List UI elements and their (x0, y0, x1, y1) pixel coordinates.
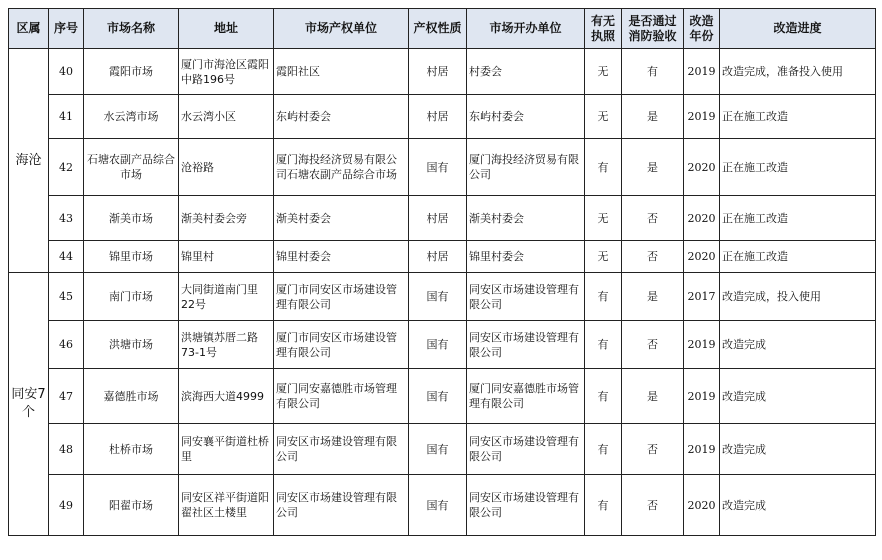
row-name: 水云湾市场 (84, 95, 179, 139)
header-no: 序号 (49, 9, 84, 49)
row-progress: 正在施工改造 (720, 196, 876, 241)
row-no: 48 (49, 424, 84, 475)
row-license: 无 (585, 95, 622, 139)
row-owner: 渐美村委会 (274, 196, 409, 241)
header-row (9, 9, 876, 49)
row-operator: 渐美村委会 (467, 196, 585, 241)
row-operator: 同安区市场建设管理有限公司 (467, 321, 585, 369)
row-fire: 有 (622, 49, 684, 95)
row-operator: 村委会 (467, 49, 585, 95)
row-address: 滨海西大道4999 (179, 369, 274, 424)
table-body (9, 49, 876, 536)
district-cell: 海沧 (9, 49, 49, 273)
table-row (9, 241, 876, 273)
row-nature: 国有 (409, 424, 467, 475)
row-nature: 国有 (409, 369, 467, 424)
row-no: 44 (49, 241, 84, 273)
row-progress: 正在施工改造 (720, 95, 876, 139)
row-no: 41 (49, 95, 84, 139)
row-fire: 是 (622, 369, 684, 424)
row-nature: 国有 (409, 139, 467, 196)
table-row (9, 95, 876, 139)
row-license: 有 (585, 139, 622, 196)
market-table-container (8, 8, 876, 536)
row-address: 水云湾小区 (179, 95, 274, 139)
row-progress: 正在施工改造 (720, 241, 876, 273)
header-license: 有无执照 (585, 9, 622, 49)
row-license: 有 (585, 424, 622, 475)
row-no: 49 (49, 475, 84, 536)
row-name: 霞阳市场 (84, 49, 179, 95)
header-year: 改造年份 (684, 9, 720, 49)
row-operator: 同安区市场建设管理有限公司 (467, 475, 585, 536)
row-address: 洪塘镇苏厝二路73-1号 (179, 321, 274, 369)
row-fire: 是 (622, 273, 684, 321)
row-name: 嘉德胜市场 (84, 369, 179, 424)
table-row (9, 273, 876, 321)
row-address: 渐美村委会旁 (179, 196, 274, 241)
row-year: 2019 (684, 424, 720, 475)
row-name: 锦里市场 (84, 241, 179, 273)
table-row (9, 196, 876, 241)
row-license: 无 (585, 241, 622, 273)
district-cell: 同安7个 (9, 273, 49, 536)
row-fire: 否 (622, 321, 684, 369)
row-year: 2019 (684, 95, 720, 139)
row-name: 南门市场 (84, 273, 179, 321)
row-license: 有 (585, 475, 622, 536)
row-name: 渐美市场 (84, 196, 179, 241)
row-nature: 村居 (409, 49, 467, 95)
row-progress: 改造完成 (720, 475, 876, 536)
header-operator: 市场开办单位 (467, 9, 585, 49)
row-nature: 村居 (409, 95, 467, 139)
row-owner: 东屿村委会 (274, 95, 409, 139)
row-year: 2020 (684, 241, 720, 273)
header-nature: 产权性质 (409, 9, 467, 49)
row-progress: 正在施工改造 (720, 139, 876, 196)
row-fire: 否 (622, 241, 684, 273)
row-no: 43 (49, 196, 84, 241)
row-address: 沧裕路 (179, 139, 274, 196)
row-fire: 是 (622, 139, 684, 196)
row-operator: 同安区市场建设管理有限公司 (467, 273, 585, 321)
row-no: 46 (49, 321, 84, 369)
row-operator: 锦里村委会 (467, 241, 585, 273)
row-year: 2020 (684, 139, 720, 196)
row-year: 2019 (684, 369, 720, 424)
row-nature: 国有 (409, 321, 467, 369)
row-no: 45 (49, 273, 84, 321)
row-owner: 同安区市场建设管理有限公司 (274, 475, 409, 536)
row-year: 2019 (684, 49, 720, 95)
row-fire: 否 (622, 424, 684, 475)
row-progress: 改造完成 (720, 369, 876, 424)
row-progress: 改造完成 (720, 321, 876, 369)
row-address: 厦门市海沧区霞阳中路196号 (179, 49, 274, 95)
row-name: 杜桥市场 (84, 424, 179, 475)
row-no: 40 (49, 49, 84, 95)
row-operator: 厦门同安嘉德胜市场管理有限公司 (467, 369, 585, 424)
table-row (9, 424, 876, 475)
row-name: 阳翟市场 (84, 475, 179, 536)
row-no: 42 (49, 139, 84, 196)
row-address: 同安区祥平街道阳翟社区土楼里 (179, 475, 274, 536)
row-progress: 改造完成，投入使用 (720, 273, 876, 321)
row-operator: 东屿村委会 (467, 95, 585, 139)
row-year: 2019 (684, 321, 720, 369)
row-address: 同安襄平街道杜桥里 (179, 424, 274, 475)
row-nature: 国有 (409, 273, 467, 321)
row-nature: 国有 (409, 475, 467, 536)
row-owner: 厦门海投经济贸易有限公司石塘农副产品综合市场 (274, 139, 409, 196)
row-nature: 村居 (409, 196, 467, 241)
row-owner: 同安区市场建设管理有限公司 (274, 424, 409, 475)
row-license: 有 (585, 273, 622, 321)
row-license: 无 (585, 196, 622, 241)
row-license: 无 (585, 49, 622, 95)
header-owner: 市场产权单位 (274, 9, 409, 49)
header-address: 地址 (179, 9, 274, 49)
row-name: 石塘农副产品综合市场 (84, 139, 179, 196)
row-fire: 否 (622, 196, 684, 241)
row-no: 47 (49, 369, 84, 424)
row-operator: 厦门海投经济贸易有限公司 (467, 139, 585, 196)
row-owner: 霞阳社区 (274, 49, 409, 95)
header-name: 市场名称 (84, 9, 179, 49)
header-district: 区属 (9, 9, 49, 49)
row-year: 2017 (684, 273, 720, 321)
row-progress: 改造完成 (720, 424, 876, 475)
row-progress: 改造完成，准备投入使用 (720, 49, 876, 95)
table-row (9, 369, 876, 424)
row-year: 2020 (684, 196, 720, 241)
table-row (9, 475, 876, 536)
row-owner: 厦门同安嘉德胜市场管理有限公司 (274, 369, 409, 424)
row-name: 洪塘市场 (84, 321, 179, 369)
row-nature: 村居 (409, 241, 467, 273)
header-progress: 改造进度 (720, 9, 876, 49)
row-license: 有 (585, 369, 622, 424)
row-owner: 厦门市同安区市场建设管理有限公司 (274, 273, 409, 321)
row-year: 2020 (684, 475, 720, 536)
row-fire: 是 (622, 95, 684, 139)
row-owner: 厦门市同安区市场建设管理有限公司 (274, 321, 409, 369)
row-owner: 锦里村委会 (274, 241, 409, 273)
row-address: 大同街道南门里22号 (179, 273, 274, 321)
row-operator: 同安区市场建设管理有限公司 (467, 424, 585, 475)
header-fire: 是否通过消防验收 (622, 9, 684, 49)
row-fire: 否 (622, 475, 684, 536)
table-row (9, 321, 876, 369)
row-license: 有 (585, 321, 622, 369)
row-address: 锦里村 (179, 241, 274, 273)
table-row (9, 139, 876, 196)
table-row (9, 49, 876, 95)
market-renovation-table (8, 8, 876, 536)
